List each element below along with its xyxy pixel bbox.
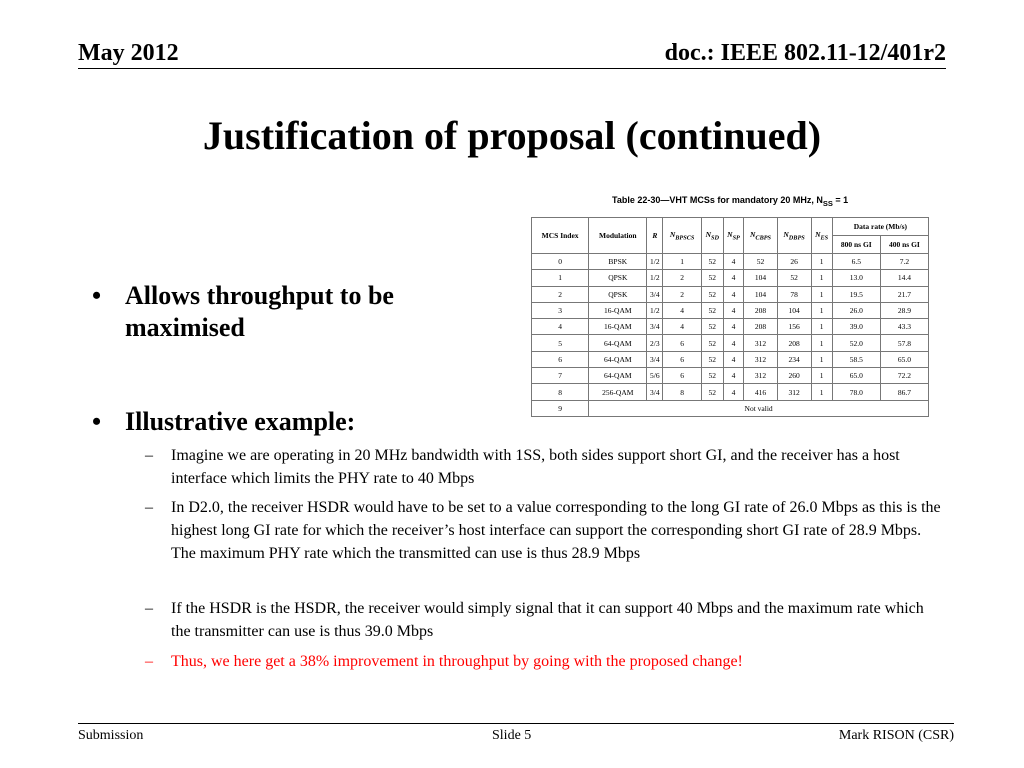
footer-author: Mark RISON (CSR) [838, 728, 954, 743]
table-cell: QPSK [589, 270, 647, 286]
table-cell: 4 [723, 368, 744, 384]
footer-submission: Submission [78, 728, 144, 743]
footer-slide-number: Slide 5 [492, 728, 532, 743]
bullet-marker: • [92, 407, 102, 436]
header-date: May 2012 [78, 40, 179, 66]
table-cell: 8 [663, 384, 702, 400]
col-ndbps [777, 218, 811, 254]
table-cell: 260 [777, 368, 811, 384]
table-cell: 312 [777, 384, 811, 400]
table-cell: 4 [663, 302, 702, 318]
table-cell: 104 [744, 270, 777, 286]
col-nsd [701, 218, 723, 254]
col-nes-sub: ES [820, 234, 829, 242]
table-cell: 4 [723, 270, 744, 286]
table-cell: 4 [723, 286, 744, 302]
table-caption-tail: = 1 [832, 195, 849, 205]
table-cell: 312 [744, 335, 777, 351]
table-cell: 1/2 [647, 302, 663, 318]
table-row [532, 319, 929, 335]
table-cell: 19.5 [832, 286, 880, 302]
col-nsd-n: N [705, 229, 711, 239]
table-cell: 312 [744, 368, 777, 384]
col-nes [811, 218, 832, 254]
table-cell: 13.0 [832, 270, 880, 286]
table-cell: 2 [663, 286, 702, 302]
subbullet-text: Thus, we here get a 38% improvement in throughput by going with the proposed change! [171, 653, 743, 670]
table-cell: 2 [663, 270, 702, 286]
table-cell: 208 [744, 319, 777, 335]
table-cell: 72.2 [880, 368, 928, 384]
table-cell: 16-QAM [589, 319, 647, 335]
col-400ns-gi: 400 ns GI [880, 236, 928, 254]
table-cell: QPSK [589, 286, 647, 302]
table-cell: BPSK [589, 254, 647, 270]
table-cell: 234 [777, 351, 811, 367]
table-row [532, 384, 929, 400]
table-cell: 52 [701, 335, 723, 351]
table-cell: 9 [532, 400, 589, 416]
table-cell: 7.2 [880, 254, 928, 270]
table-cell: 52 [744, 254, 777, 270]
table-cell: 3 [532, 302, 589, 318]
table-cell: 1 [663, 254, 702, 270]
table-caption-text: Table 22-30—VHT MCSs for mandatory 20 MHz, N [612, 195, 823, 205]
table-cell: 21.7 [880, 286, 928, 302]
table-cell: 65.0 [832, 368, 880, 384]
table-cell: 0 [532, 254, 589, 270]
table-cell: 52.0 [832, 335, 880, 351]
table-caption [612, 195, 848, 208]
table-cell: 4 [723, 351, 744, 367]
table-cell: 208 [777, 335, 811, 351]
table-cell: 58.5 [832, 351, 880, 367]
bullet-text: Illustrative example: [125, 407, 356, 436]
table-cell: 86.7 [880, 384, 928, 400]
col-nsp-sub: SP [732, 234, 740, 242]
table-row [532, 302, 929, 318]
table-cell: 39.0 [832, 319, 880, 335]
table-cell: 6.5 [832, 254, 880, 270]
table-cell: 1 [811, 384, 832, 400]
table-cell: 52 [777, 270, 811, 286]
table-row [532, 286, 929, 302]
table-cell: 1 [532, 270, 589, 286]
table-cell: 78 [777, 286, 811, 302]
table-cell: 52 [701, 270, 723, 286]
table-cell: 6 [532, 351, 589, 367]
table-cell: 1 [811, 286, 832, 302]
col-nbpscs [663, 218, 702, 254]
table-cell: 1/2 [647, 254, 663, 270]
col-ncbps-n: N [749, 229, 756, 239]
mcs-table-body [532, 254, 929, 417]
table-cell: 64-QAM [589, 368, 647, 384]
table-cell: 14.4 [880, 270, 928, 286]
subbullet-marker: – [145, 499, 153, 516]
table-cell: 4 [723, 335, 744, 351]
table-cell: 4 [663, 319, 702, 335]
table-cell: 65.0 [880, 351, 928, 367]
col-nsp-n: N [727, 229, 733, 239]
footer-divider [78, 723, 954, 724]
table-cell: 3/4 [647, 286, 663, 302]
table-cell: 2 [532, 286, 589, 302]
col-modulation: Modulation [589, 218, 647, 254]
table-caption-sub: SS [822, 198, 833, 208]
bullet-marker: • [92, 281, 102, 310]
table-cell: 312 [744, 351, 777, 367]
slide-title: Justification of proposal (continued) [202, 113, 822, 158]
table-cell: 3/4 [647, 319, 663, 335]
table-cell: 104 [744, 286, 777, 302]
table-cell: 64-QAM [589, 335, 647, 351]
table-cell: 52 [701, 384, 723, 400]
table-cell: 78.0 [832, 384, 880, 400]
col-ndbps-n: N [783, 229, 789, 239]
table-cell: 28.9 [880, 302, 928, 318]
col-nsd-sub: SD [710, 234, 719, 242]
table-cell: 104 [777, 302, 811, 318]
table-cell: 1 [811, 368, 832, 384]
col-nbpscs-sub: BPSCS [675, 234, 695, 242]
subbullet-text: Imagine we are operating in 20 MHz bandwidth with 1SS, both sides support short GI, and the receiver has a host interface which limits the PHY rate to 40 Mbps [171, 447, 900, 487]
table-cell: 256-QAM [589, 384, 647, 400]
table-cell: 52 [701, 286, 723, 302]
table-cell: 4 [723, 254, 744, 270]
col-ncbps-sub: CBPS [755, 234, 772, 242]
col-ncbps [744, 218, 777, 254]
table-cell: Not valid [589, 400, 929, 416]
table-cell: 64-QAM [589, 351, 647, 367]
table-row [532, 335, 929, 351]
table-cell: 1 [811, 319, 832, 335]
table-cell: 7 [532, 368, 589, 384]
table-cell: 6 [663, 351, 702, 367]
table-cell: 416 [744, 384, 777, 400]
table-cell: 1 [811, 351, 832, 367]
col-r: R [647, 218, 663, 254]
col-ndbps-sub: DBPS [788, 234, 805, 242]
table-row [532, 400, 929, 416]
table-cell: 1 [811, 335, 832, 351]
subbullet-text: In D2.0, the receiver HSDR would have to be set to a value corresponding to the long GI rate of 26.0 Mbps as this is the highest long GI rate for which the receiver’s host interface can support the corresponding short GI rate of 28.9 Mbps. The maximum PHY rate which the transmitted can use is thus 28.9 Mbps [171, 499, 941, 562]
table-cell: 57.8 [880, 335, 928, 351]
table-row [532, 254, 929, 270]
table-cell: 52 [701, 351, 723, 367]
table-row [532, 270, 929, 286]
table-cell: 1 [811, 254, 832, 270]
subbullet-text: If the HSDR is the HSDR, the receiver would simply signal that it can support 40 Mbps and the maximum rate which the transmitter can use is thus 39.0 Mbps [171, 600, 924, 640]
bullet-text: Allows throughput to be maximised [125, 281, 394, 342]
mcs-table [531, 217, 929, 417]
table-cell: 1 [811, 302, 832, 318]
table-cell: 3/4 [647, 384, 663, 400]
subbullet-marker: – [145, 653, 153, 670]
col-nes-n: N [815, 229, 821, 239]
table-cell: 4 [723, 384, 744, 400]
table-cell: 8 [532, 384, 589, 400]
col-800ns-gi: 800 ns GI [832, 236, 880, 254]
col-data-rate: Data rate (Mb/s) [832, 218, 928, 236]
header-doc-id: doc.: IEEE 802.11-12/401r2 [664, 40, 946, 66]
table-cell: 4 [723, 319, 744, 335]
subbullet-marker: – [145, 447, 153, 464]
table-cell: 26 [777, 254, 811, 270]
table-row [532, 351, 929, 367]
table-row [532, 368, 929, 384]
table-cell: 6 [663, 368, 702, 384]
table-cell: 43.3 [880, 319, 928, 335]
subbullet-marker: – [145, 600, 153, 617]
col-mcs-index: MCS Index [532, 218, 589, 254]
table-cell: 2/3 [647, 335, 663, 351]
table-cell: 16-QAM [589, 302, 647, 318]
table-cell: 4 [723, 302, 744, 318]
table-cell: 208 [744, 302, 777, 318]
table-cell: 5 [532, 335, 589, 351]
table-cell: 1 [811, 270, 832, 286]
header-divider [78, 68, 946, 69]
table-cell: 156 [777, 319, 811, 335]
table-cell: 26.0 [832, 302, 880, 318]
table-cell: 52 [701, 368, 723, 384]
table-cell: 4 [532, 319, 589, 335]
col-nsp [723, 218, 744, 254]
table-cell: 52 [701, 254, 723, 270]
table-cell: 52 [701, 319, 723, 335]
table-cell: 52 [701, 302, 723, 318]
table-cell: 6 [663, 335, 702, 351]
col-nbpscs-n: N [669, 229, 676, 239]
table-cell: 1/2 [647, 270, 663, 286]
table-cell: 5/6 [647, 368, 663, 384]
table-cell: 3/4 [647, 351, 663, 367]
